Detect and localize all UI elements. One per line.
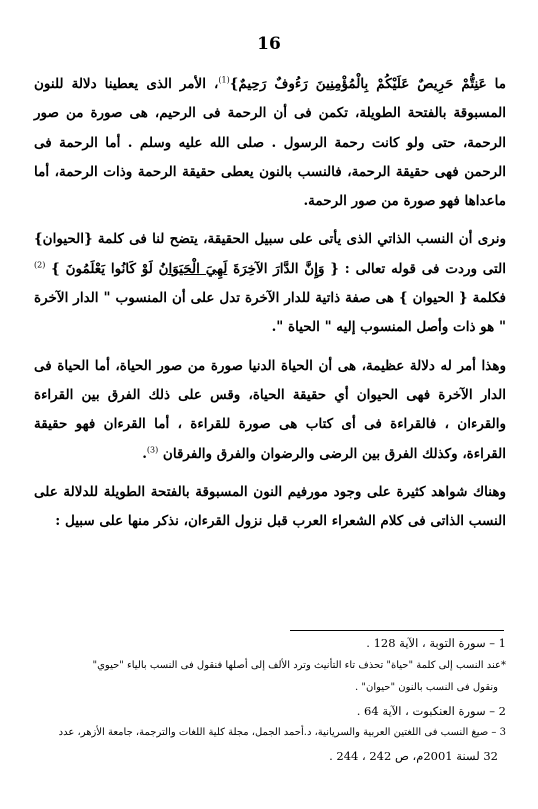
- footnote-1: 1 – سورة التوبة ، الآية 128 .: [366, 636, 506, 650]
- body-text: [34, 70, 506, 545]
- footnotes: [34, 632, 506, 767]
- paragraph-3-text: وهذا أمر له دلالة عظيمة، هى أن الحياة الدنيا صورة من صور الحياة، أما الحياة فى الدار الآخرة فهى الحيوان أي حقيقة الحياة، وقس على ذلك الفرق بين القراءة والقرءان ، فالقراءة فى أى كتاب هى صورة للقراءة ، أما القرءان فهو حقيقة القراءة، وكذلك الفرق بين الرضى والرضوان والفرق والفرقان: [34, 357, 506, 462]
- footnote-note-continued: ونقول فى النسب بالنون "حيوان" .: [355, 682, 498, 693]
- page-number: 16: [257, 34, 281, 54]
- footnote-ref-2: (2): [34, 260, 46, 270]
- paragraph-4: [34, 478, 506, 537]
- footnote-separator: [290, 630, 504, 631]
- paragraph-1-continued: ، الأمر الذى يعطينا دلالة للنون المسبوقة بالفتحة الطويلة، تكمن فى أن الرحمة فى الرحيم، هى صورة من صور الرحمة، حتى ولو كانت رحمة الرسول . صلى الله عليه وسلم . أما الرحمة فى الرحمن فهى حقيقة الرحمة، فالنسب بالنون يعطى حقيقة الرحمة وذات الرحمة، أما ماعداها فهو صورة من صور الرحمة.: [34, 76, 506, 210]
- paragraph-3-continued: .: [142, 445, 147, 462]
- paragraph-2-text: ونرى أن النسب الذاتي الذى يأتى على سبيل الحقيقة، يتضح لنا فى كلمة {الحيوان} التى وردت فى قوله تعالى : { وَإِنَّ الدَّارَ الآخِرَةَ: [34, 231, 506, 277]
- footnote-2: 2 – سورة العنكبوت ، الآية 64 .: [356, 703, 506, 718]
- paragraph-2-verse-end: لَوْ كَانُوا يَعْلَمُونَ }: [45, 260, 159, 277]
- paragraph-3: [34, 352, 506, 469]
- paragraph-1-text: ما عَنِتُّمْ حَرِيصٌ عَلَيْكُمْ بِالْمُؤْمِنِينَ رَءُوفٌ رَحِيمٌ}: [229, 76, 506, 92]
- footnote-ref-3: (3): [146, 445, 159, 455]
- quran-underlined-phrase: لَهِيَ الْحَيَوَانُ: [158, 260, 228, 277]
- paragraph-1: [34, 70, 506, 216]
- footnote-3: 3 – صيغ النسب فى اللغتين العربية والسريانية، د.أحمد الجمل، مجلة كلية اللغات والترجمة، جامعة الأزهر، عدد: [58, 727, 506, 738]
- paragraph-2: [34, 225, 506, 342]
- footnote-3-continued: 32 لسنة 2001م، ص 242 ، 244 .: [329, 748, 498, 763]
- paragraph-2-continued: فكلمة { الحيوان } هى صفة ذاتية للدار الآخرة تدل على أن المنسوب " الدار الآخرة " هو ذات وأصل المنسوب إليه " الحياة ".: [34, 290, 506, 336]
- footnote-note: *عند النسب إلى كلمة "حياة" تحذف تاء التأنيث وترد الألف إلى أصلها فنقول فى النسب بالياء "حيوي": [92, 659, 506, 671]
- footnote-ref-1: (1): [218, 75, 230, 85]
- paragraph-4-text: وهناك شواهد كثيرة على وجود مورفيم النون المسبوقة بالفتحة الطويلة للدلالة على النسب الذاتى فى كلام الشعراء العرب قبل نزول القرءان، نذكر منها على سبيل :: [34, 483, 506, 530]
